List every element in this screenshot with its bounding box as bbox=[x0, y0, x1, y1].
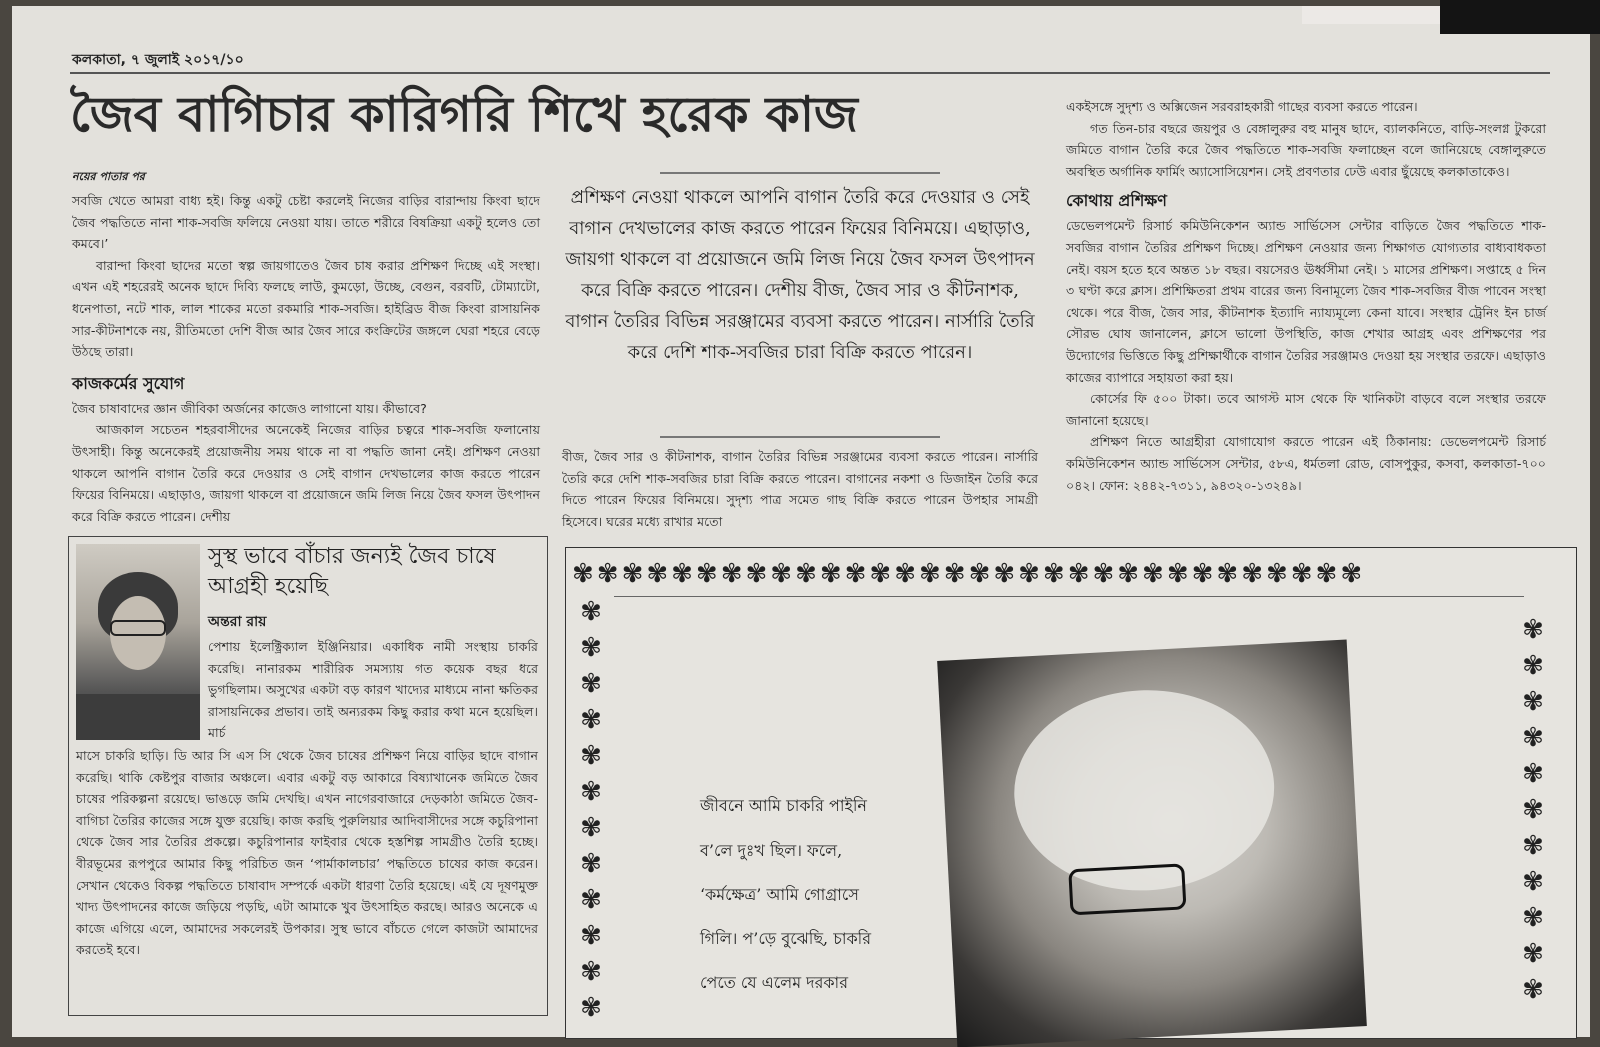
ad-line-2: ব’লে দুঃখ ছিল। ফলে, bbox=[700, 841, 843, 860]
col3-paragraph-3: ডেভেলপমেন্ট রিসার্চ কমিউনিকেশন অ্যান্ড সার্ভিসেস সেন্টার বাড়িতে জৈব পদ্ধতিতে শাক-সবজির বাগান তৈরির প্রশিক্ষণ দিচ্ছে। প্রশিক্ষণ নেওয়ার জন্য শিক্ষাগত যোগ্যতার বাধ্যবাধকতা নেই। বয়স হতে হবে অন্তত ১৮ বছর। বয়সেরও ঊর্ধ্বসীমা নেই। ১ মাসের প্রশিক্ষণ। সপ্তাহে ৫ দিন ৩ ঘণ্টা করে ক্লাস। প্রশিক্ষিতরা প্রথম বারের জন্য বিনামূল্যে জৈব শাক-সবজির বীজ পাবেন সংস্থা থেকে। পরে বীজ, জৈব সার, কীটনাশক ইত্যাদি ন্যায্যমূল্যে কেনা যাবে। সংস্থার ট্রেনিং ইন চার্জ সৌরভ ঘোষ জানালেন, ক্লাসে ভালো উপস্থিতি, কাজ শেখার আগ্রহ এবং প্রশিক্ষণের পর উদ্যোগের ভিত্তিতে কিছু প্রশিক্ষার্থীকে বাগান তৈরির সরঞ্জামও দেওয়া হয় সংস্থার তরফে। এছাড়াও কাজের ব্যাপারে সহায়তা করা হয়। bbox=[1066, 218, 1546, 385]
profile-title: সুস্থ ভাবে বাঁচার জন্যই জৈব চাষে আগ্রহী হয়েছি bbox=[208, 544, 496, 599]
col1-paragraph-4: আজকাল সচেতন শহরবাসীদের অনেকেই নিজের বাড়ির চত্বরে শাক-সবজি ফলানোয় উৎসাহী। কিন্তু অনেকেরই প্রয়োজনীয় সময় থাকে না বা পদ্ধতি জানা নেই। প্রশিক্ষণ নেওয়া থাকলে আপনি বাগান তৈরি করে দেওয়ার ও সেই বাগান দেখভালের কাজ করতে পারেন ফিয়ের বিনিময়ে। এছাড়াও, জায়গা থাকলে বা প্রয়োজনে জমি লিজ নিয়ে জৈব ফসল উৎপাদন করে বিক্রি করতে পারেন। দেশীয় bbox=[72, 422, 540, 524]
continued-from: নয়ের পাতার পর bbox=[72, 170, 145, 183]
col1-paragraph-1: সবজি খেতে আমরা বাধ্য হই। কিন্তু একটু চেষ্টা করলেই নিজের বাড়ির বারান্দায় কিংবা ছাদে জৈব পদ্ধতিতে নানা শাক-সবজি ফলিয়ে নেওয়া যায়। তাতে শরীরে বিষক্রিয়া একটু হলেও তো কমবে।’ bbox=[72, 193, 540, 252]
headline: জৈব বাগিচার কারিগরি শিখে হরেক কাজ bbox=[70, 85, 858, 143]
ornament-glyph: ✾ bbox=[580, 993, 602, 1023]
col2-paragraph-1: বীজ, জৈব সার ও কীটনাশক, বাগান তৈরির বিভিন্ন সরঞ্জামের ব্যবসা করতে পারেন। নার্সারি তৈরি করে দেশি শাক-সবজির চারা বিক্রি করতে পারেন। বাগানের নকশা ও ডিজাইন তৈরি করে দিতে পারেন ফিয়ের বিনিময়ে। সুদৃশ্য পাত্র সমেত গাছ বিক্রি করতে পারেন উপহার সামগ্রী হিসেবে। ঘরের মধ্যে রাখার মতো bbox=[562, 449, 1038, 529]
ornament-glyph: ✾ bbox=[580, 849, 602, 879]
ornament-glyph: ✾ bbox=[580, 669, 602, 699]
profile-paragraph-1: পেশায় ইলেক্ট্রিক্যাল ইঞ্জিনিয়ার। একাধিক নামী সংস্থায় চাকরি করেছি। নানারকম শারীরিক সমস্যায় গত কয়েক বছর ধরে ভুগছিলাম। অসুখের একটা বড় কারণ খাদ্যের মাধ্যমে নানা ক্ষতিকর রাসায়নিকের প্রভাব। তাই অন্যরকম কিছু করার কথা মনে হয়েছিল। মার্চ bbox=[208, 639, 538, 741]
ad-portrait-photo bbox=[937, 640, 1367, 1047]
pullquote-top-rule bbox=[660, 172, 940, 174]
col3-paragraph-4: কোর্সের ফি ৫০০ টাকা। তবে আগস্ট মাস থেকে ফি খানিকটা বাড়বে বলে সংস্থার তরফে জানানো হয়েছে। bbox=[1066, 391, 1546, 428]
col3-heading: কোথায় প্রশিক্ষণ bbox=[1066, 191, 1167, 211]
ornament-glyph: ✾ bbox=[1522, 975, 1544, 1005]
masthead-rule bbox=[70, 72, 1550, 74]
ornament-glyph: ✾ bbox=[580, 921, 602, 951]
ornament-glyph: ✾ bbox=[1522, 939, 1544, 969]
ornament-glyph: ✾ bbox=[580, 597, 602, 627]
profile-byline: অন্তরা রায় bbox=[208, 614, 267, 630]
ornament-glyph: ✾ bbox=[1522, 759, 1544, 789]
ornament-glyph: ✾ bbox=[580, 741, 602, 771]
ornament-glyph: ✾ bbox=[1522, 795, 1544, 825]
ad-line-4: গিলি। প’ড়ে বুঝেছি, চাকরি bbox=[700, 929, 872, 948]
ornament-glyph: ✾ bbox=[1522, 651, 1544, 681]
col3-paragraph-5: প্রশিক্ষণ নিতে আগ্রহীরা যোগাযোগ করতে পারেন এই ঠিকানায়: ডেভেলপমেন্ট রিসার্চ কমিউনিকেশন অ্যান্ড সার্ভিসেস সেন্টার, ৫৮এ, ধর্মতলা রোড, বোসপুকুর, কসবা, কলকাতা-৭০০ ০৪২। ফোন: ২৪৪২-৭৩১১, ৯৪৩২০-১৩২৪৯। bbox=[1066, 434, 1546, 493]
ad-line-3: ‘কর্মক্ষেত্র’ আমি গোগ্রাসে bbox=[700, 885, 859, 904]
ornament-glyph: ✾ bbox=[1522, 687, 1544, 717]
column-1 bbox=[72, 190, 540, 527]
ornament-glyph: ✾ bbox=[580, 777, 602, 807]
ornament-glyph: ✾ bbox=[580, 633, 602, 663]
col3-paragraph-1: একইসঙ্গে সুদৃশ্য ও অক্সিজেন সরবরাহকারী গাছের ব্যবসা করতে পারেন। bbox=[1066, 99, 1418, 114]
ad-line-1: জীবনে আমি চাকরি পাইনি bbox=[700, 796, 867, 815]
col1-heading: কাজকর্মের সুযোগ bbox=[72, 373, 185, 393]
profile-photo bbox=[76, 544, 200, 740]
ornament-glyph: ✾ bbox=[1522, 615, 1544, 645]
ad-line-5: পেতে যে এলেম দরকার bbox=[700, 973, 849, 992]
ornament-border-left bbox=[574, 594, 608, 1026]
ornament-glyph: ✾ bbox=[580, 813, 602, 843]
ornament-glyph: ✾ bbox=[1522, 831, 1544, 861]
ornament-glyph: ✾ bbox=[580, 957, 602, 987]
pullquote: প্রশিক্ষণ নেওয়া থাকলে আপনি বাগান তৈরি করে দেওয়ার ও সেই বাগান দেখভালের কাজ করতে পারেন ফিয়ের বিনিময়ে। এছাড়াও, জায়গা থাকলে বা প্রয়োজনে জমি লিজ নিয়ে জৈব ফসল উৎপাদন করে বিক্রি করতে পারেন। দেশীয় বীজ, জৈব সার ও কীটনাশক, বাগান তৈরির বিভিন্ন সরঞ্জামের ব্যবসা করতে পারেন। নার্সারি তৈরি করে দেশি শাক-সবজির চারা বিক্রি করতে পারেন। bbox=[565, 187, 1035, 363]
ornament-glyph: ✾ bbox=[1522, 723, 1544, 753]
ornament-glyph: ✾ bbox=[1522, 903, 1544, 933]
ornament-glyph: ✾ bbox=[580, 705, 602, 735]
ornament-border-right bbox=[1516, 612, 1550, 1008]
col3-paragraph-2: গত তিন-চার বছরে জয়পুর ও বেঙ্গালুরুর বহু মানুষ ছাদে, ব্যালকনিতে, বাড়ি-সংলগ্ন টুকরো জমিতে বাগান তৈরি করে জৈব পদ্ধতিতে শাক-সবজি ফলাচ্ছেন বলে জানিয়েছে বেঙ্গালুরুতে অবস্থিত অর্গানিক ফার্মিং অ্যাসোসিয়েশন। সেই প্রবণতার ঢেউ এবার ছুঁয়েছে কলকাতাকেও। bbox=[1066, 120, 1546, 179]
ornament-glyph: ✾ bbox=[580, 885, 602, 915]
ornament-glyph: ✾ bbox=[1522, 867, 1544, 897]
col1-paragraph-2: বারান্দা কিংবা ছাদের মতো স্বল্প জায়গাতেও জৈব চাষ করার প্রশিক্ষণ দিচ্ছে এই সংস্থা। এখন এই শহরেরই অনেক ছাদে দিব্যি ফলছে লাউ, কুমড়ো, উচ্ছে, বেগুন, বরবটি, টোম্যাটো, ধনেপাতা, নটে শাক, লাল শাকের মতো রকমারি শাক-সবজি। হাইব্রিড বীজ কিংবা রাসায়নিক সার-কীটনাশকে নয়, রীতিমতো দেশি বীজ আর জৈব সারে কংক্রিটের জঙ্গলে ঘেরা শহরে বেড়ে উঠছে তারা। bbox=[72, 257, 540, 360]
ornament-border-top: ✾✾✾✾✾✾✾✾✾✾✾✾✾✾✾✾✾✾✾✾✾✾✾✾✾✾✾✾✾✾✾✾ bbox=[572, 559, 1366, 589]
background-corner bbox=[1440, 0, 1600, 34]
masthead-date: কলকাতা, ৭ জুলাই ২০১৭/১০ bbox=[72, 52, 244, 68]
column-2 bbox=[562, 446, 1038, 532]
pullquote-bottom-rule bbox=[660, 436, 940, 438]
col1-paragraph-3: জৈব চাষাবাদের জ্ঞান জীবিকা অর্জনের কাজেও লাগানো যায়। কীভাবে? bbox=[72, 400, 427, 416]
profile-paragraph-2: মাসে চাকরি ছাড়ি। ডি আর সি এস সি থেকে জৈব চাষের প্রশিক্ষণ নিয়ে বাড়ির ছাদে বাগান করেছি। থাকি কেষ্টপুর বাজার অঞ্চলে। এবার একটু বড় আকারে বিষ্যাখানেক জমিতে জৈব চাষের পরিকল্পনা রয়েছে। ভাঙড়ে জমি দেখছি। এখন নাগেরবাজারে দেড়কাঠা জমিতে জৈব-বাগিচা তৈরির কাজের সঙ্গে যুক্ত রয়েছি। কাজ করছি পুরুলিয়ার আদিবাসীদের সঙ্গে কচুরিপানা থেকে জৈব সার তৈরির প্রকল্পে। কচুরিপানার ফাইবার থেকে হস্তশিল্প সামগ্রীও তৈরি হচ্ছে। বীরভূমের রূপপুরে আমার কিছু পরিচিত জন ‘পার্মাকালচার’ পদ্ধতিতে চাষের কাজ করেন। সেখান থেকেও বিকল্প পদ্ধতিতে চাষাবাদ সম্পর্কে একটা ধারণা তৈরি হয়েছে। এই যে দূষণমুক্ত খাদ্য উৎপাদনের কাজে জড়িয়ে পড়ছি, এটা আমাকে খুব উৎসাহিত করছে। আরও অনেকে এ কাজে এগিয়ে এলে, আমাদের সকলেরই উপকার। সুস্থ ভাবে বাঁচতে গেলে কাজটা আমাদের করতেই হবে। bbox=[76, 748, 538, 958]
column-3 bbox=[1066, 96, 1546, 496]
